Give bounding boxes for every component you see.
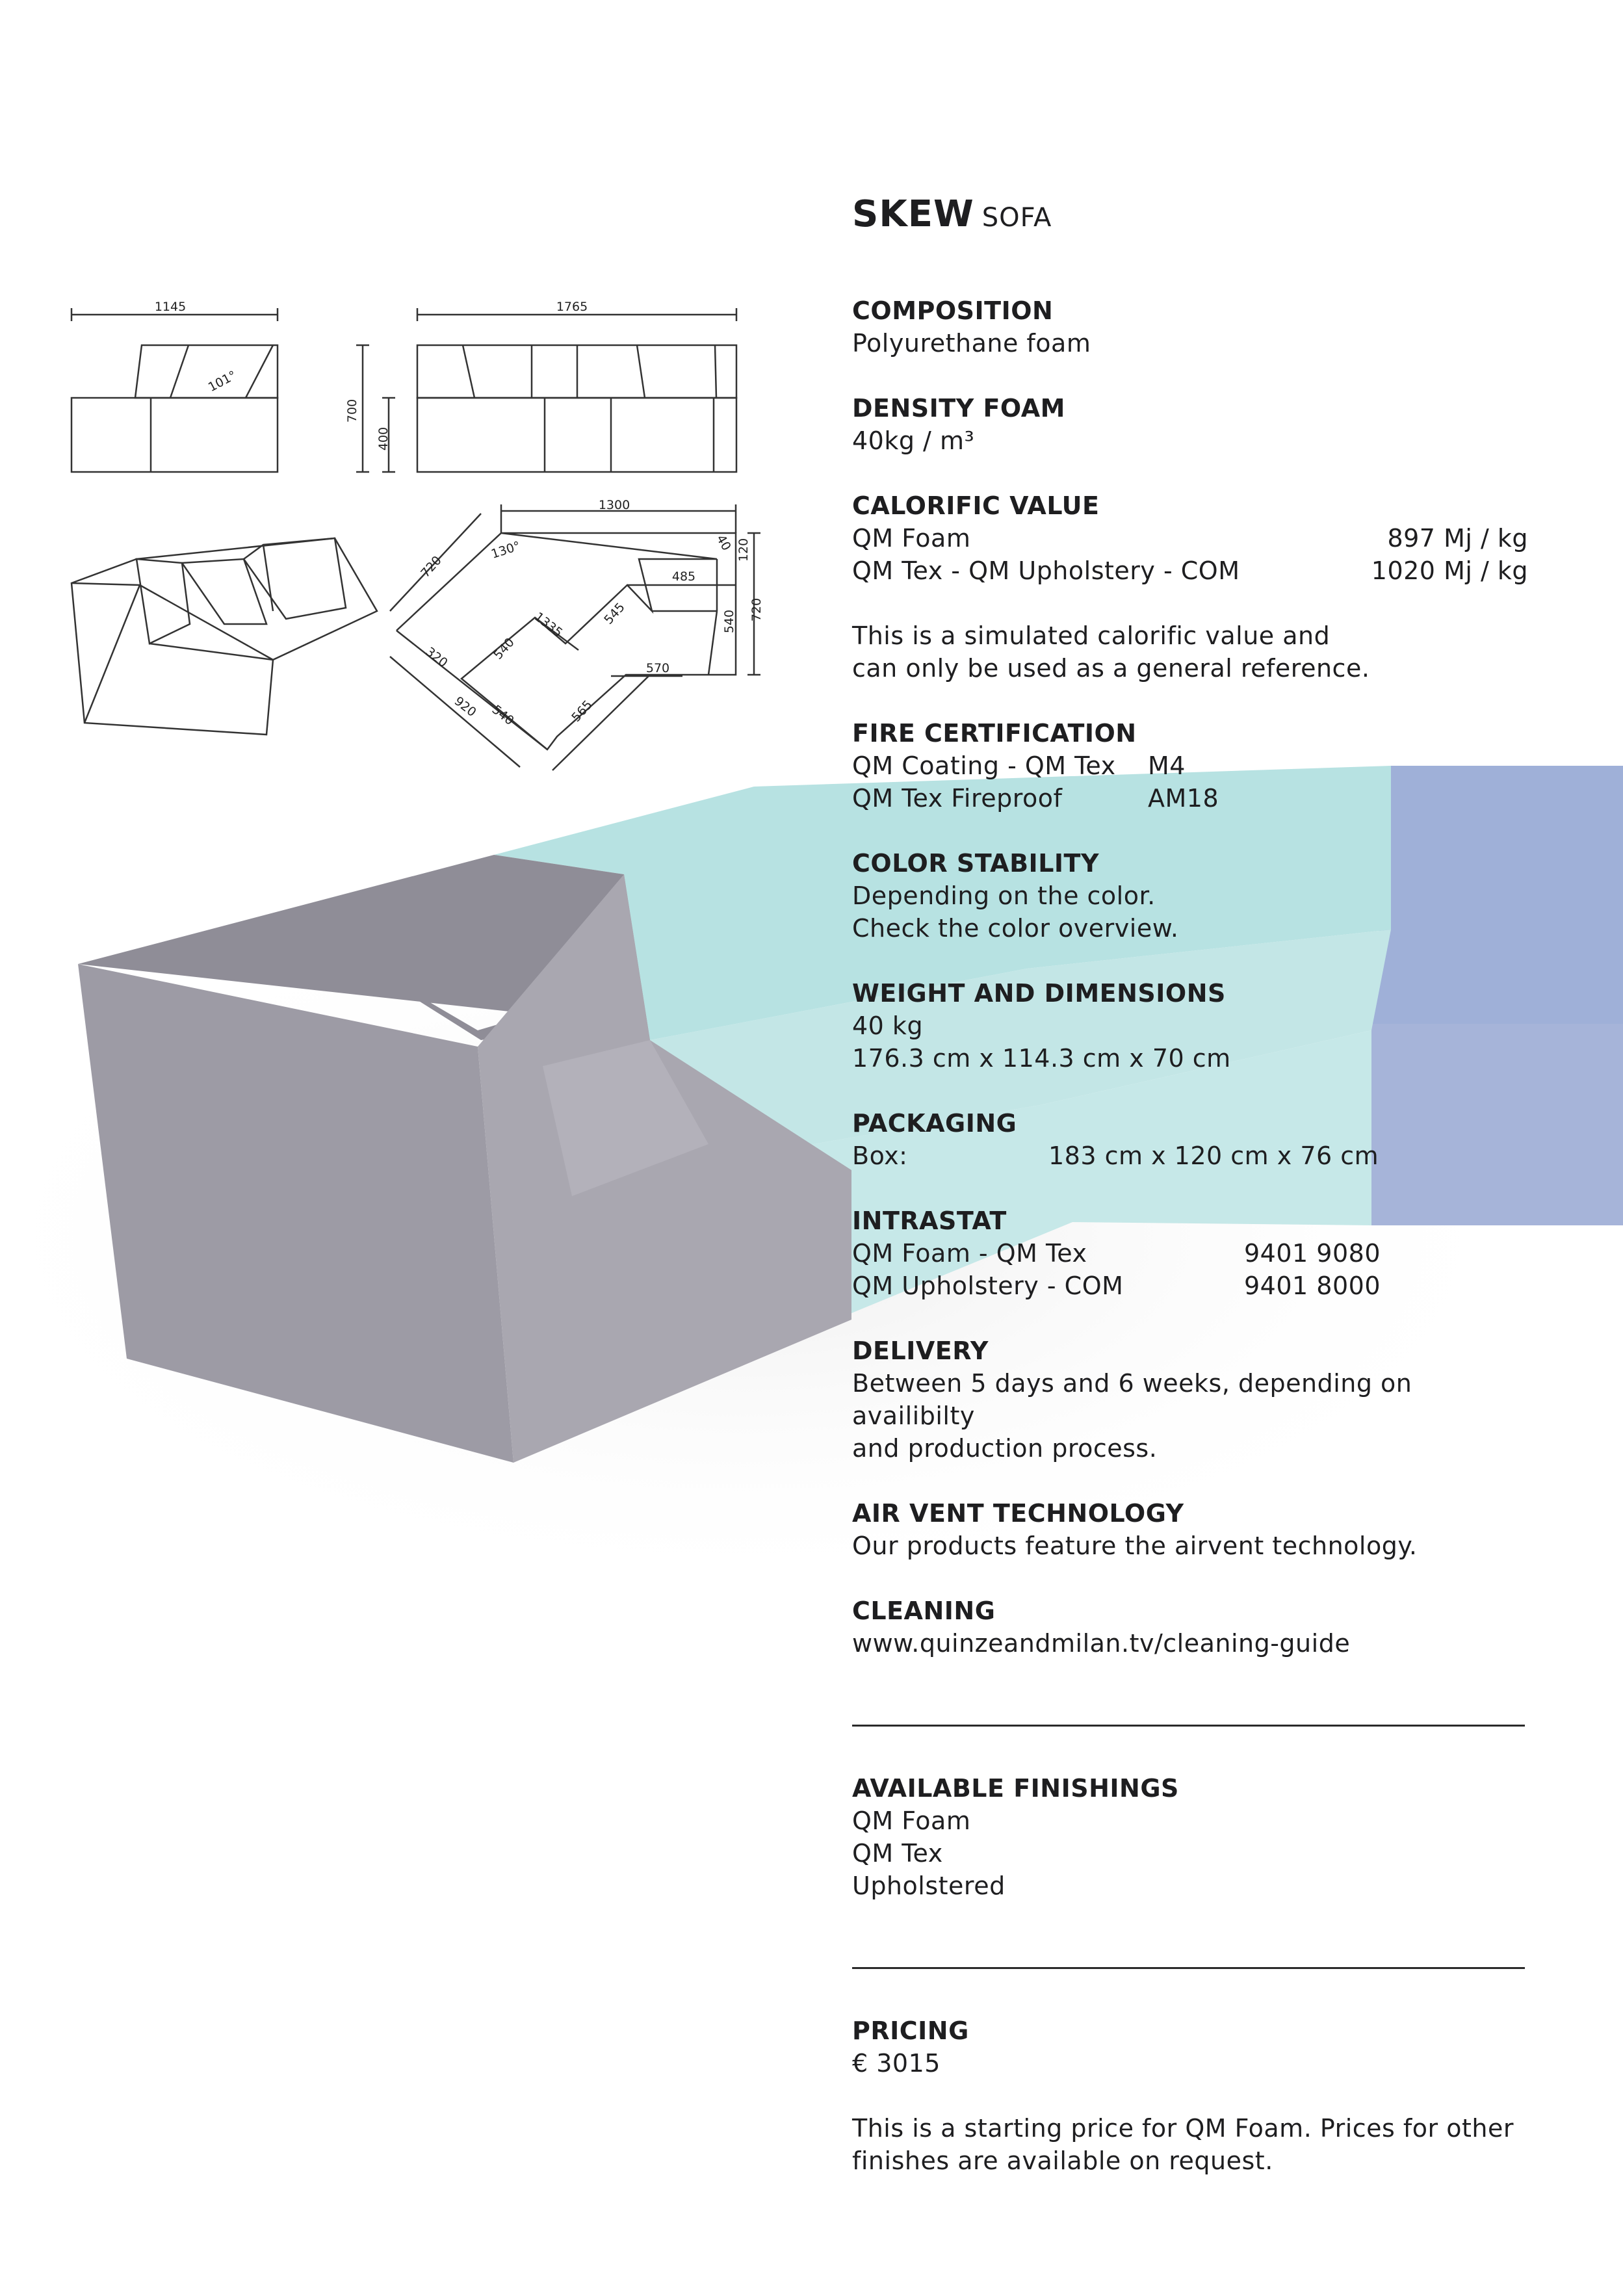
packaging-value: 183 cm x 120 cm x 76 cm — [1048, 1141, 1379, 1170]
cleaning-heading: CLEANING — [852, 1597, 996, 1625]
intrastat-row — [852, 1270, 1528, 1302]
intrastat-row — [852, 1237, 1528, 1270]
dim-height-total: 700 — [345, 398, 359, 423]
spec-sheet — [852, 189, 1528, 2177]
air-vent-text: Our products feature the airvent technology. — [852, 1532, 1418, 1560]
air-vent-heading: AIR VENT TECHNOLOGY — [852, 1499, 1184, 1528]
dim-plan-d13: 540 — [489, 702, 517, 729]
intrastat-value: 9401 9080 — [1244, 1239, 1381, 1268]
finishing-item: Upholstered — [852, 1872, 1006, 1900]
delivery-heading: DELIVERY — [852, 1337, 989, 1365]
calorific-label: QM Foam — [852, 524, 971, 553]
packaging-heading: PACKAGING — [852, 1109, 1017, 1138]
dimensions-value: 176.3 cm x 114.3 cm x 70 cm — [852, 1044, 1231, 1073]
finishings-section — [852, 1772, 1528, 1902]
dim-plan-d4: 485 — [671, 569, 696, 584]
fire-row — [852, 750, 1528, 782]
dim-plan-d10: 320 — [422, 644, 450, 671]
front-view-drawing — [71, 308, 278, 472]
fire-label: QM Coating - QM Tex — [852, 751, 1116, 780]
intrastat-label: QM Upholstery - COM — [852, 1272, 1124, 1300]
side-view-drawing — [356, 308, 736, 472]
dim-plan-d7: 540 — [491, 635, 517, 662]
product-name: SKEW — [852, 193, 974, 235]
pricing-note: This is a starting price for QM Foam. Prices for other — [852, 2114, 1514, 2143]
pricing-heading: PRICING — [852, 2016, 969, 2045]
plan-view-drawing — [390, 504, 760, 770]
dim-plan-d11: 570 — [645, 661, 670, 675]
intrastat-label: QM Foam - QM Tex — [852, 1239, 1087, 1268]
pricing-note: finishes are available on request. — [852, 2146, 1273, 2175]
packaging-row — [852, 1140, 1528, 1172]
dim-plan-d1: 720 — [418, 553, 445, 581]
dim-plan-d12: 920 — [451, 694, 479, 720]
composition-heading: COMPOSITION — [852, 296, 1054, 325]
product-type: SOFA — [981, 203, 1052, 233]
fire-value: M4 — [1148, 751, 1186, 780]
product-title — [852, 189, 1528, 249]
dim-side-width: 1765 — [556, 300, 588, 314]
pricing-section — [852, 2015, 1528, 2177]
finishing-item: QM Tex — [852, 1839, 943, 1868]
fire-section — [852, 717, 1528, 815]
dimension-labels — [155, 300, 764, 728]
fire-label: QM Tex Fireproof — [852, 784, 1063, 813]
calorific-row — [852, 554, 1528, 587]
dim-plan-d2: 40 — [713, 532, 734, 553]
color-stability-section — [852, 847, 1528, 945]
technical-drawings — [71, 308, 760, 770]
calorific-row — [852, 522, 1528, 554]
calorific-heading: CALORIFIC VALUE — [852, 491, 1100, 520]
dim-plan-angle: 130° — [489, 538, 523, 562]
finishing-item: QM Foam — [852, 1807, 971, 1835]
dim-plan-width: 1300 — [598, 498, 630, 512]
density-value: 40kg / m³ — [852, 426, 975, 455]
dim-plan-d5: 1335 — [531, 609, 565, 640]
isometric-drawing — [71, 538, 377, 735]
cleaning-section — [852, 1595, 1528, 1660]
color-stability-text: Depending on the color. — [852, 881, 1156, 910]
finishings-heading: AVAILABLE FINISHINGS — [852, 1774, 1179, 1803]
calorific-section — [852, 489, 1528, 685]
density-section — [852, 392, 1528, 457]
weight-value: 40 kg — [852, 1011, 924, 1040]
packaging-section — [852, 1107, 1528, 1172]
weight-heading: WEIGHT AND DIMENSIONS — [852, 979, 1226, 1008]
price-value: € 3015 — [852, 2049, 941, 2078]
dim-plan-d8: 540 — [722, 609, 736, 634]
dim-plan-d3: 120 — [736, 538, 751, 562]
dim-seat-height: 400 — [376, 426, 391, 451]
weight-section — [852, 977, 1528, 1075]
dim-front-width: 1145 — [154, 300, 187, 314]
air-vent-section — [852, 1497, 1528, 1562]
fire-value: AM18 — [1148, 784, 1219, 813]
calorific-note: can only be used as a general reference. — [852, 654, 1370, 683]
dim-plan-d6: 545 — [601, 600, 628, 627]
density-heading: DENSITY FOAM — [852, 394, 1065, 423]
fire-heading: FIRE CERTIFICATION — [852, 719, 1137, 748]
intrastat-heading: INTRASTAT — [852, 1207, 1007, 1235]
calorific-note: This is a simulated calorific value and — [852, 621, 1331, 650]
dim-plan-d14: 565 — [569, 698, 595, 725]
intrastat-value: 9401 8000 — [1244, 1272, 1381, 1300]
packaging-label: Box: — [852, 1141, 908, 1170]
calorific-value: 1020 Mj / kg — [1371, 556, 1528, 585]
intrastat-section — [852, 1205, 1528, 1302]
composition-section — [852, 294, 1528, 359]
delivery-section — [852, 1335, 1528, 1465]
fire-row — [852, 782, 1528, 815]
calorific-label: QM Tex - QM Upholstery - COM — [852, 556, 1240, 585]
dim-front-angle: 101° — [205, 368, 239, 395]
color-stability-heading: COLOR STABILITY — [852, 849, 1099, 878]
delivery-text: and production process. — [852, 1434, 1158, 1463]
composition-value: Polyurethane foam — [852, 329, 1091, 358]
dim-plan-d9: 720 — [749, 597, 764, 622]
color-stability-text: Check the color overview. — [852, 914, 1179, 943]
calorific-value: 897 Mj / kg — [1387, 524, 1528, 553]
delivery-text: Between 5 days and 6 weeks, depending on availibilty — [852, 1369, 1412, 1430]
cleaning-link[interactable]: www.quinzeandmilan.tv/cleaning-guide — [852, 1629, 1351, 1658]
